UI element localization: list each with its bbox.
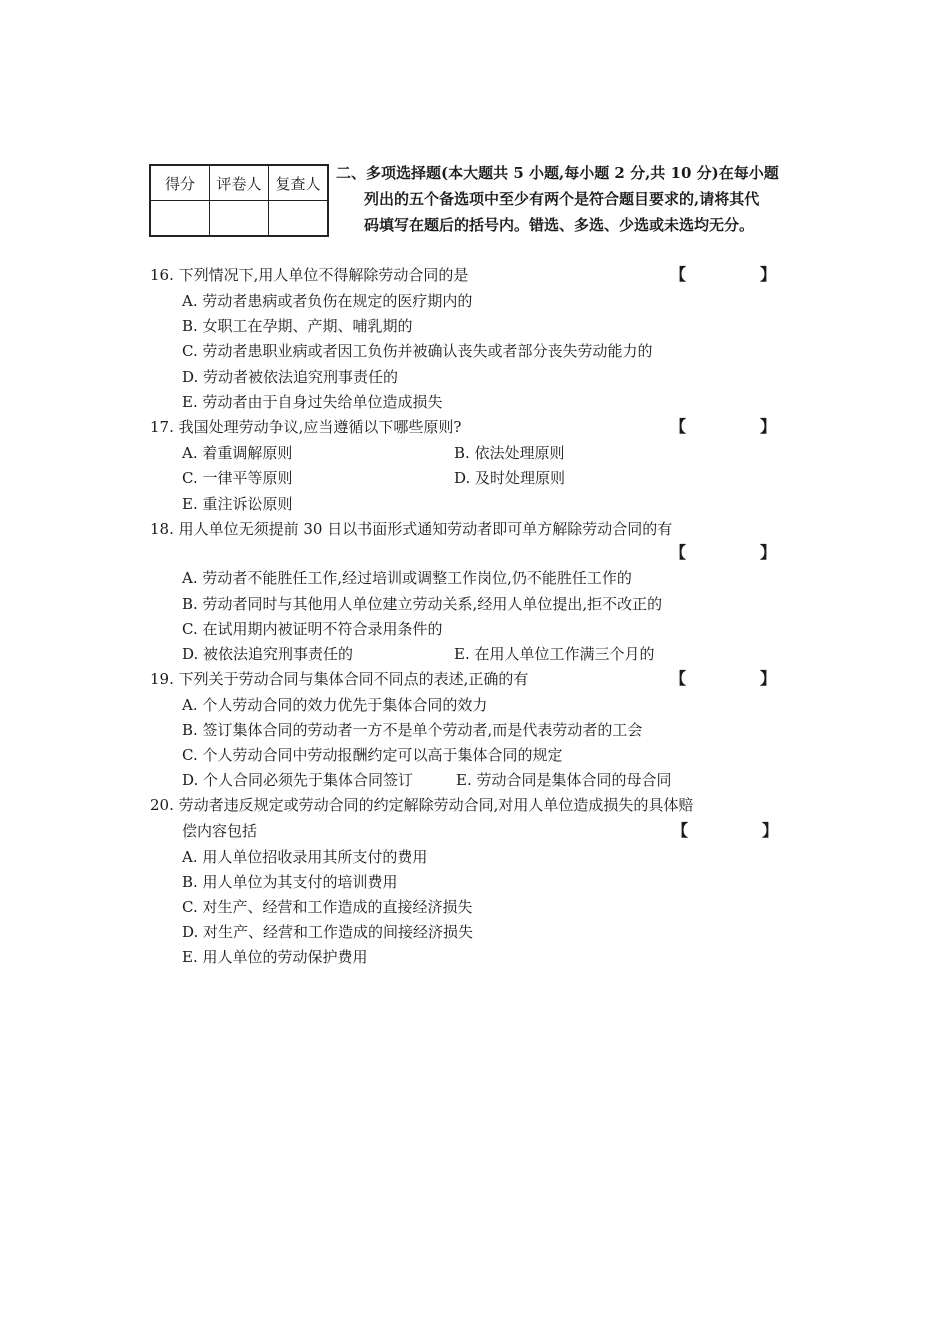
question-18-stem: 18. 用人单位无须提前 30 日以书面形式通知劳动者即可单方解除劳动合同的有 [150, 520, 673, 538]
question-17-option-c: C. 一律平等原则 [182, 469, 293, 487]
question-16-option-e: E. 劳动者由于自身过失给单位造成损失 [182, 393, 443, 411]
score-table [149, 164, 329, 237]
question-17-option-e: E. 重注诉讼原则 [182, 495, 293, 513]
question-19-option-d: D. 个人合同必须先于集体合同签订 [182, 771, 414, 789]
reviewer-header: 复查人 [269, 165, 329, 201]
answer-bracket-open-20: 【 [672, 821, 689, 840]
reviewer-cell [269, 201, 329, 237]
score-cell [150, 201, 210, 237]
question-18-option-a: A. 劳动者不能胜任工作,经过培训或调整工作岗位,仍不能胜任工作的 [182, 569, 632, 587]
answer-bracket-close-20: 】 [762, 821, 779, 840]
score-header: 得分 [150, 165, 210, 201]
question-17-option-a: A. 着重调解原则 [182, 444, 293, 462]
grader-cell [210, 201, 269, 237]
question-18-option-b: B. 劳动者同时与其他用人单位建立劳动关系,经用人单位提出,拒不改正的 [182, 595, 663, 613]
question-20-option-b: B. 用人单位为其支付的培训费用 [182, 873, 398, 891]
question-18-option-e: E. 在用人单位工作满三个月的 [454, 645, 655, 663]
question-19-option-a: A. 个人劳动合同的效力优先于集体合同的效力 [182, 696, 488, 714]
question-20-stem-line2: 偿内容包括 [182, 822, 258, 840]
answer-bracket-open-19: 【 [670, 669, 687, 688]
question-16-option-a: A. 劳动者患病或者负伤在规定的医疗期内的 [182, 292, 473, 310]
question-17-stem: 17. 我国处理劳动争议,应当遵循以下哪些原则? [150, 418, 462, 436]
question-19-option-b: B. 签订集体合同的劳动者一方不是单个劳动者,而是代表劳动者的工会 [182, 721, 643, 739]
question-17-option-d: D. 及时处理原则 [454, 469, 566, 487]
answer-bracket-close-19: 】 [760, 669, 777, 688]
section-heading [336, 160, 798, 238]
grader-header: 评卷人 [210, 165, 269, 201]
question-16-option-c: C. 劳动者患职业病或者因工负伤并被确认丧失或者部分丧失劳动能力的 [182, 342, 653, 360]
question-20-option-d: D. 对生产、经营和工作造成的间接经济损失 [182, 923, 474, 941]
answer-bracket-close-17: 】 [760, 417, 777, 436]
answer-bracket-open-16: 【 [670, 265, 687, 284]
answer-bracket-open-17: 【 [670, 417, 687, 436]
question-16-stem: 16. 下列情况下,用人单位不得解除劳动合同的是 [150, 266, 469, 284]
question-16-option-b: B. 女职工在孕期、产期、哺乳期的 [182, 317, 413, 335]
section-title-line3: 码填写在题后的括号内。错选、多选、少选或未选均无分。 [364, 216, 755, 234]
question-19-stem: 19. 下列关于劳动合同与集体合同不同点的表述,正确的有 [150, 670, 529, 688]
question-17-option-b: B. 依法处理原则 [454, 444, 565, 462]
answer-bracket-close-18: 】 [760, 543, 777, 562]
answer-bracket-open-18: 【 [670, 543, 687, 562]
section-title-line2: 列出的五个备选项中至少有两个是符合题目要求的,请将其代 [364, 190, 760, 208]
answer-bracket-close-16: 】 [760, 265, 777, 284]
question-18-option-d: D. 被依法追究刑事责任的 [182, 645, 354, 663]
question-20-option-e: E. 用人单位的劳动保护费用 [182, 948, 368, 966]
question-20-option-a: A. 用人单位招收录用其所支付的费用 [182, 848, 428, 866]
question-20-stem-line1: 20. 劳动者违反规定或劳动合同的约定解除劳动合同,对用人单位造成损失的具体赔 [150, 796, 694, 814]
question-19-option-c: C. 个人劳动合同中劳动报酬约定可以高于集体合同的规定 [182, 746, 563, 764]
question-20-option-c: C. 对生产、经营和工作造成的直接经济损失 [182, 898, 473, 916]
question-18-option-c: C. 在试用期内被证明不符合录用条件的 [182, 620, 443, 638]
section-title-line1: 二、多项选择题(本大题共 5 小题,每小题 2 分,共 10 分)在每小题 [336, 164, 779, 182]
question-16-option-d: D. 劳动者被依法追究刑事责任的 [182, 368, 399, 386]
question-19-option-e: E. 劳动合同是集体合同的母合同 [456, 771, 672, 789]
